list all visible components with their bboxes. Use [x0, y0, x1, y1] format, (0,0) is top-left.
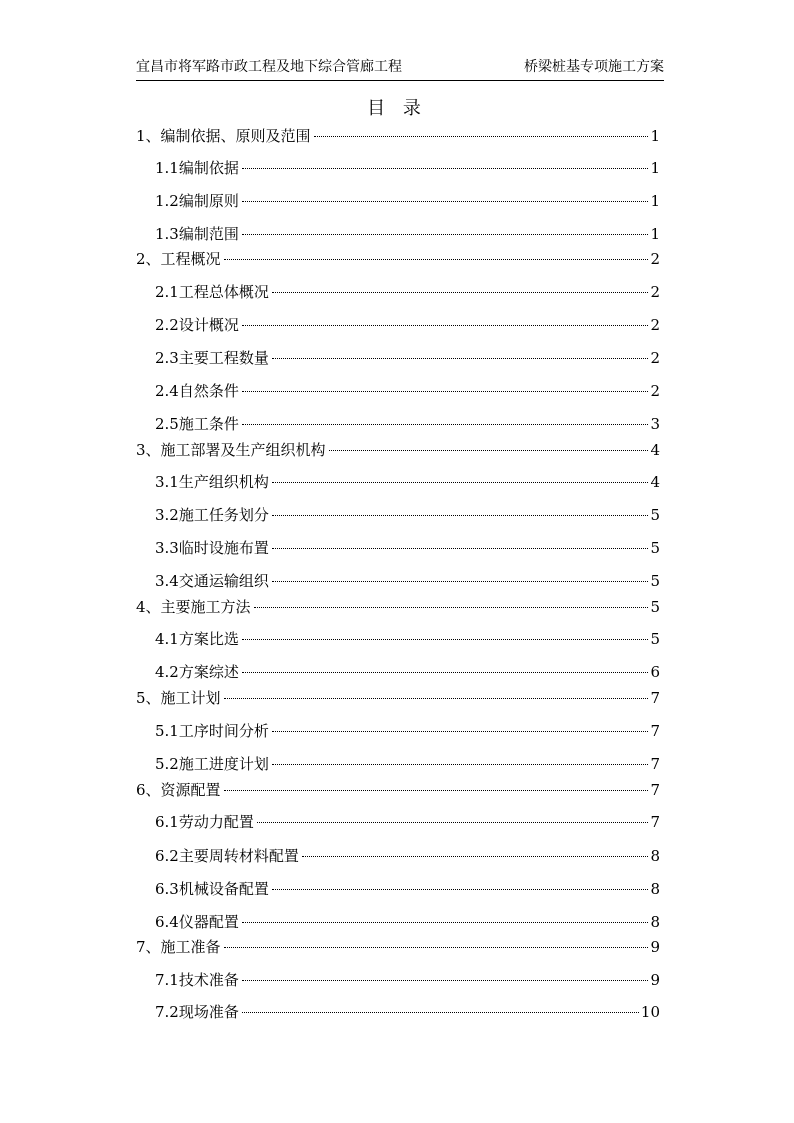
toc-entry[interactable] — [155, 910, 660, 934]
toc-entry-label: 主要施工方法 — [160, 598, 251, 616]
toc-entry-number: 3、 — [136, 441, 161, 459]
toc-dot-leader — [272, 482, 649, 483]
toc-entry-number: 4、 — [136, 598, 161, 616]
toc-entry-page-number: 1 — [650, 127, 660, 145]
toc-entry-row — [136, 124, 660, 148]
toc-entry-page-number: 3 — [650, 415, 660, 433]
toc-entry[interactable] — [155, 844, 660, 868]
toc-dot-leader — [242, 922, 649, 923]
toc-entry[interactable] — [155, 156, 660, 180]
toc-entry-page-number: 4 — [650, 473, 660, 491]
toc-dot-leader — [242, 391, 649, 392]
toc-entry-page-number: 10 — [640, 1003, 660, 1021]
toc-entry-label: 施工部署及生产组织机构 — [160, 441, 326, 459]
toc-entry-row — [136, 438, 660, 462]
toc-entry-label: 现场准备 — [178, 1003, 239, 1021]
toc-entry-page-number: 6 — [650, 663, 660, 681]
toc-entry-label: 技术准备 — [178, 971, 239, 989]
toc-entry-page-number: 1 — [650, 159, 660, 177]
toc-dot-leader — [242, 201, 649, 202]
toc-entry-label: 劳动力配置 — [178, 813, 254, 831]
toc-entry-number: 5.2 — [155, 755, 179, 773]
toc-entry-label: 交通运输组织 — [178, 572, 269, 590]
toc-entry-number: 5.1 — [155, 722, 179, 740]
toc-title: 目 录 — [367, 98, 427, 119]
toc-entry-number: 3.4 — [155, 572, 179, 590]
toc-entry[interactable] — [136, 595, 660, 619]
toc-entry-number: 2.2 — [155, 316, 179, 334]
toc-entry[interactable] — [155, 412, 660, 436]
toc-entry-number: 7.2 — [155, 1003, 179, 1021]
toc-entry[interactable] — [155, 470, 660, 494]
toc-entry-label: 生产组织机构 — [178, 473, 269, 491]
toc-entry-page-number: 9 — [650, 971, 660, 989]
toc-entry-page-number: 5 — [650, 630, 660, 648]
toc-dot-leader — [242, 980, 649, 981]
toc-entry-row — [155, 877, 660, 901]
toc-entry-row — [155, 222, 660, 246]
toc-entry-label: 资源配置 — [160, 781, 221, 799]
toc-entry-page-number: 5 — [650, 539, 660, 557]
toc-entry-number: 3.1 — [155, 473, 179, 491]
toc-entry-row — [155, 189, 660, 213]
toc-entry[interactable] — [155, 280, 660, 304]
toc-entry-row — [155, 379, 660, 403]
toc-entry-page-number: 5 — [650, 506, 660, 524]
toc-entry-label: 仪器配置 — [178, 913, 239, 931]
toc-dot-leader — [254, 607, 649, 608]
toc-entry-number: 6.3 — [155, 880, 179, 898]
toc-entry[interactable] — [155, 877, 660, 901]
toc-entry-number: 4.1 — [155, 630, 179, 648]
toc-entry-row — [155, 280, 660, 304]
toc-entry-row — [155, 536, 660, 560]
toc-entry-page-number: 2 — [650, 349, 660, 367]
toc-dot-leader — [242, 234, 649, 235]
toc-entry-number: 7.1 — [155, 971, 179, 989]
toc-dot-leader — [257, 822, 649, 823]
toc-dot-leader — [224, 698, 649, 699]
toc-entry[interactable] — [155, 503, 660, 527]
toc-dot-leader — [272, 548, 649, 549]
toc-entry-row — [155, 412, 660, 436]
toc-entry[interactable] — [155, 660, 660, 684]
toc-entry-row — [136, 778, 660, 802]
toc-entry[interactable] — [155, 569, 660, 593]
toc-entry-row — [155, 156, 660, 180]
toc-entry-page-number: 8 — [650, 847, 660, 865]
toc-entry-page-number: 2 — [650, 316, 660, 334]
toc-entry-row — [155, 503, 660, 527]
toc-dot-leader — [272, 764, 649, 765]
toc-entry-label: 方案综述 — [178, 663, 239, 681]
toc-entry-number: 4.2 — [155, 663, 179, 681]
toc-entry[interactable] — [136, 935, 660, 959]
toc-entry-row — [155, 752, 660, 776]
toc-dot-leader — [224, 947, 649, 948]
toc-dot-leader — [242, 424, 649, 425]
toc-entry[interactable] — [136, 686, 660, 710]
toc-entry[interactable] — [155, 536, 660, 560]
toc-entry-row — [155, 968, 660, 992]
toc-dot-leader — [272, 292, 649, 293]
toc-entry-label: 施工条件 — [178, 415, 239, 433]
toc-dot-leader — [272, 889, 649, 890]
header-project-name: 宜昌市将军路市政工程及地下综合管廊工程 — [136, 59, 402, 75]
toc-entry-number: 1、 — [136, 127, 161, 145]
toc-entry-row — [136, 595, 660, 619]
toc-entry-row — [155, 470, 660, 494]
toc-entry-page-number: 5 — [650, 598, 660, 616]
toc-entry-label: 自然条件 — [178, 382, 239, 400]
toc-entry-page-number: 7 — [650, 722, 660, 740]
toc-entry-number: 1.3 — [155, 225, 179, 243]
toc-entry-number: 3.2 — [155, 506, 179, 524]
toc-entry-row — [155, 569, 660, 593]
toc-dot-leader — [242, 325, 649, 326]
toc-entry[interactable] — [136, 247, 660, 271]
toc-entry-label: 方案比选 — [178, 630, 239, 648]
toc-entry-number: 2.3 — [155, 349, 179, 367]
toc-entry-row — [155, 719, 660, 743]
toc-entry[interactable] — [155, 810, 660, 834]
toc-entry-row — [136, 247, 660, 271]
toc-entry[interactable] — [155, 313, 660, 337]
toc-dot-leader — [329, 450, 649, 451]
toc-entry-label: 工程总体概况 — [178, 283, 269, 301]
toc-entry-number: 2.1 — [155, 283, 179, 301]
toc-entry-label: 编制依据 — [178, 159, 239, 177]
toc-entry[interactable] — [155, 719, 660, 743]
toc-entry-page-number: 2 — [650, 283, 660, 301]
toc-entry-label: 工程概况 — [160, 250, 221, 268]
toc-entry-number: 1.2 — [155, 192, 179, 210]
toc-entry-page-number: 7 — [650, 689, 660, 707]
toc-entry-label: 工序时间分析 — [178, 722, 269, 740]
toc-entry-row — [155, 910, 660, 934]
toc-entry[interactable] — [155, 1000, 660, 1024]
toc-entry-page-number: 4 — [650, 441, 660, 459]
toc-dot-leader — [272, 358, 649, 359]
toc-entry-label: 施工进度计划 — [178, 755, 269, 773]
toc-entry-number: 6.2 — [155, 847, 179, 865]
toc-entry-row — [136, 935, 660, 959]
toc-entry-number: 2、 — [136, 250, 161, 268]
toc-dot-leader — [242, 672, 649, 673]
toc-entry-page-number: 8 — [650, 913, 660, 931]
toc-entry-number: 6.1 — [155, 813, 179, 831]
toc-entry-page-number: 5 — [650, 572, 660, 590]
toc-entry-row — [155, 627, 660, 651]
toc-entry[interactable] — [155, 752, 660, 776]
toc-dot-leader — [242, 639, 649, 640]
toc-entry-row — [136, 686, 660, 710]
toc-entry-label: 施工任务划分 — [178, 506, 269, 524]
toc-entry-label: 主要周转材料配置 — [178, 847, 299, 865]
toc-entry-page-number: 7 — [650, 813, 660, 831]
toc-dot-leader — [224, 259, 649, 260]
toc-dot-leader — [272, 515, 649, 516]
toc-entry-page-number: 1 — [650, 192, 660, 210]
header-document-name: 桥梁桩基专项施工方案 — [524, 59, 664, 75]
toc-entry-page-number: 9 — [650, 938, 660, 956]
toc-entry[interactable] — [155, 968, 660, 992]
toc-entry-page-number: 7 — [650, 781, 660, 799]
toc-entry[interactable] — [155, 189, 660, 213]
toc-entry-label: 编制依据、原则及范围 — [160, 127, 311, 145]
toc-entry-row — [155, 1000, 660, 1024]
toc-entry[interactable] — [136, 124, 660, 148]
toc-entry-label: 设计概况 — [178, 316, 239, 334]
toc-entry-page-number: 1 — [650, 225, 660, 243]
toc-entry-number: 1.1 — [155, 159, 179, 177]
toc-entry-label: 临时设施布置 — [178, 539, 269, 557]
toc-dot-leader — [224, 790, 649, 791]
toc-entry-number: 7、 — [136, 938, 161, 956]
toc-entry-number: 2.4 — [155, 382, 179, 400]
toc-entry-label: 编制范围 — [178, 225, 239, 243]
toc-entry[interactable] — [155, 222, 660, 246]
toc-entry-label: 编制原则 — [178, 192, 239, 210]
toc-entry-page-number: 8 — [650, 880, 660, 898]
toc-entry-page-number: 7 — [650, 755, 660, 773]
toc-entry[interactable] — [155, 379, 660, 403]
toc-entry[interactable] — [136, 778, 660, 802]
toc-entry[interactable] — [136, 438, 660, 462]
toc-entry-page-number: 2 — [650, 382, 660, 400]
toc-entry-number: 5、 — [136, 689, 161, 707]
header-rule — [136, 80, 664, 81]
toc-entry-row — [155, 313, 660, 337]
toc-entry-row — [155, 810, 660, 834]
toc-entry-row — [155, 346, 660, 370]
toc-entry-page-number: 2 — [650, 250, 660, 268]
toc-dot-leader — [302, 856, 649, 857]
toc-dot-leader — [242, 1012, 639, 1013]
toc-entry-number: 2.5 — [155, 415, 179, 433]
toc-entry-number: 3.3 — [155, 539, 179, 557]
toc-dot-leader — [314, 136, 649, 137]
toc-dot-leader — [272, 581, 649, 582]
toc-entry-label: 施工计划 — [160, 689, 221, 707]
toc-entry-row — [155, 844, 660, 868]
page-header — [136, 56, 664, 78]
toc-entry-label: 机械设备配置 — [178, 880, 269, 898]
toc-entry[interactable] — [155, 627, 660, 651]
toc-entry[interactable] — [155, 346, 660, 370]
toc-entry-label: 施工准备 — [160, 938, 221, 956]
toc-entry-number: 6、 — [136, 781, 161, 799]
toc-entry-number: 6.4 — [155, 913, 179, 931]
toc-dot-leader — [272, 731, 649, 732]
toc-entry-label: 主要工程数量 — [178, 349, 269, 367]
toc-dot-leader — [242, 168, 649, 169]
toc-entry-row — [155, 660, 660, 684]
